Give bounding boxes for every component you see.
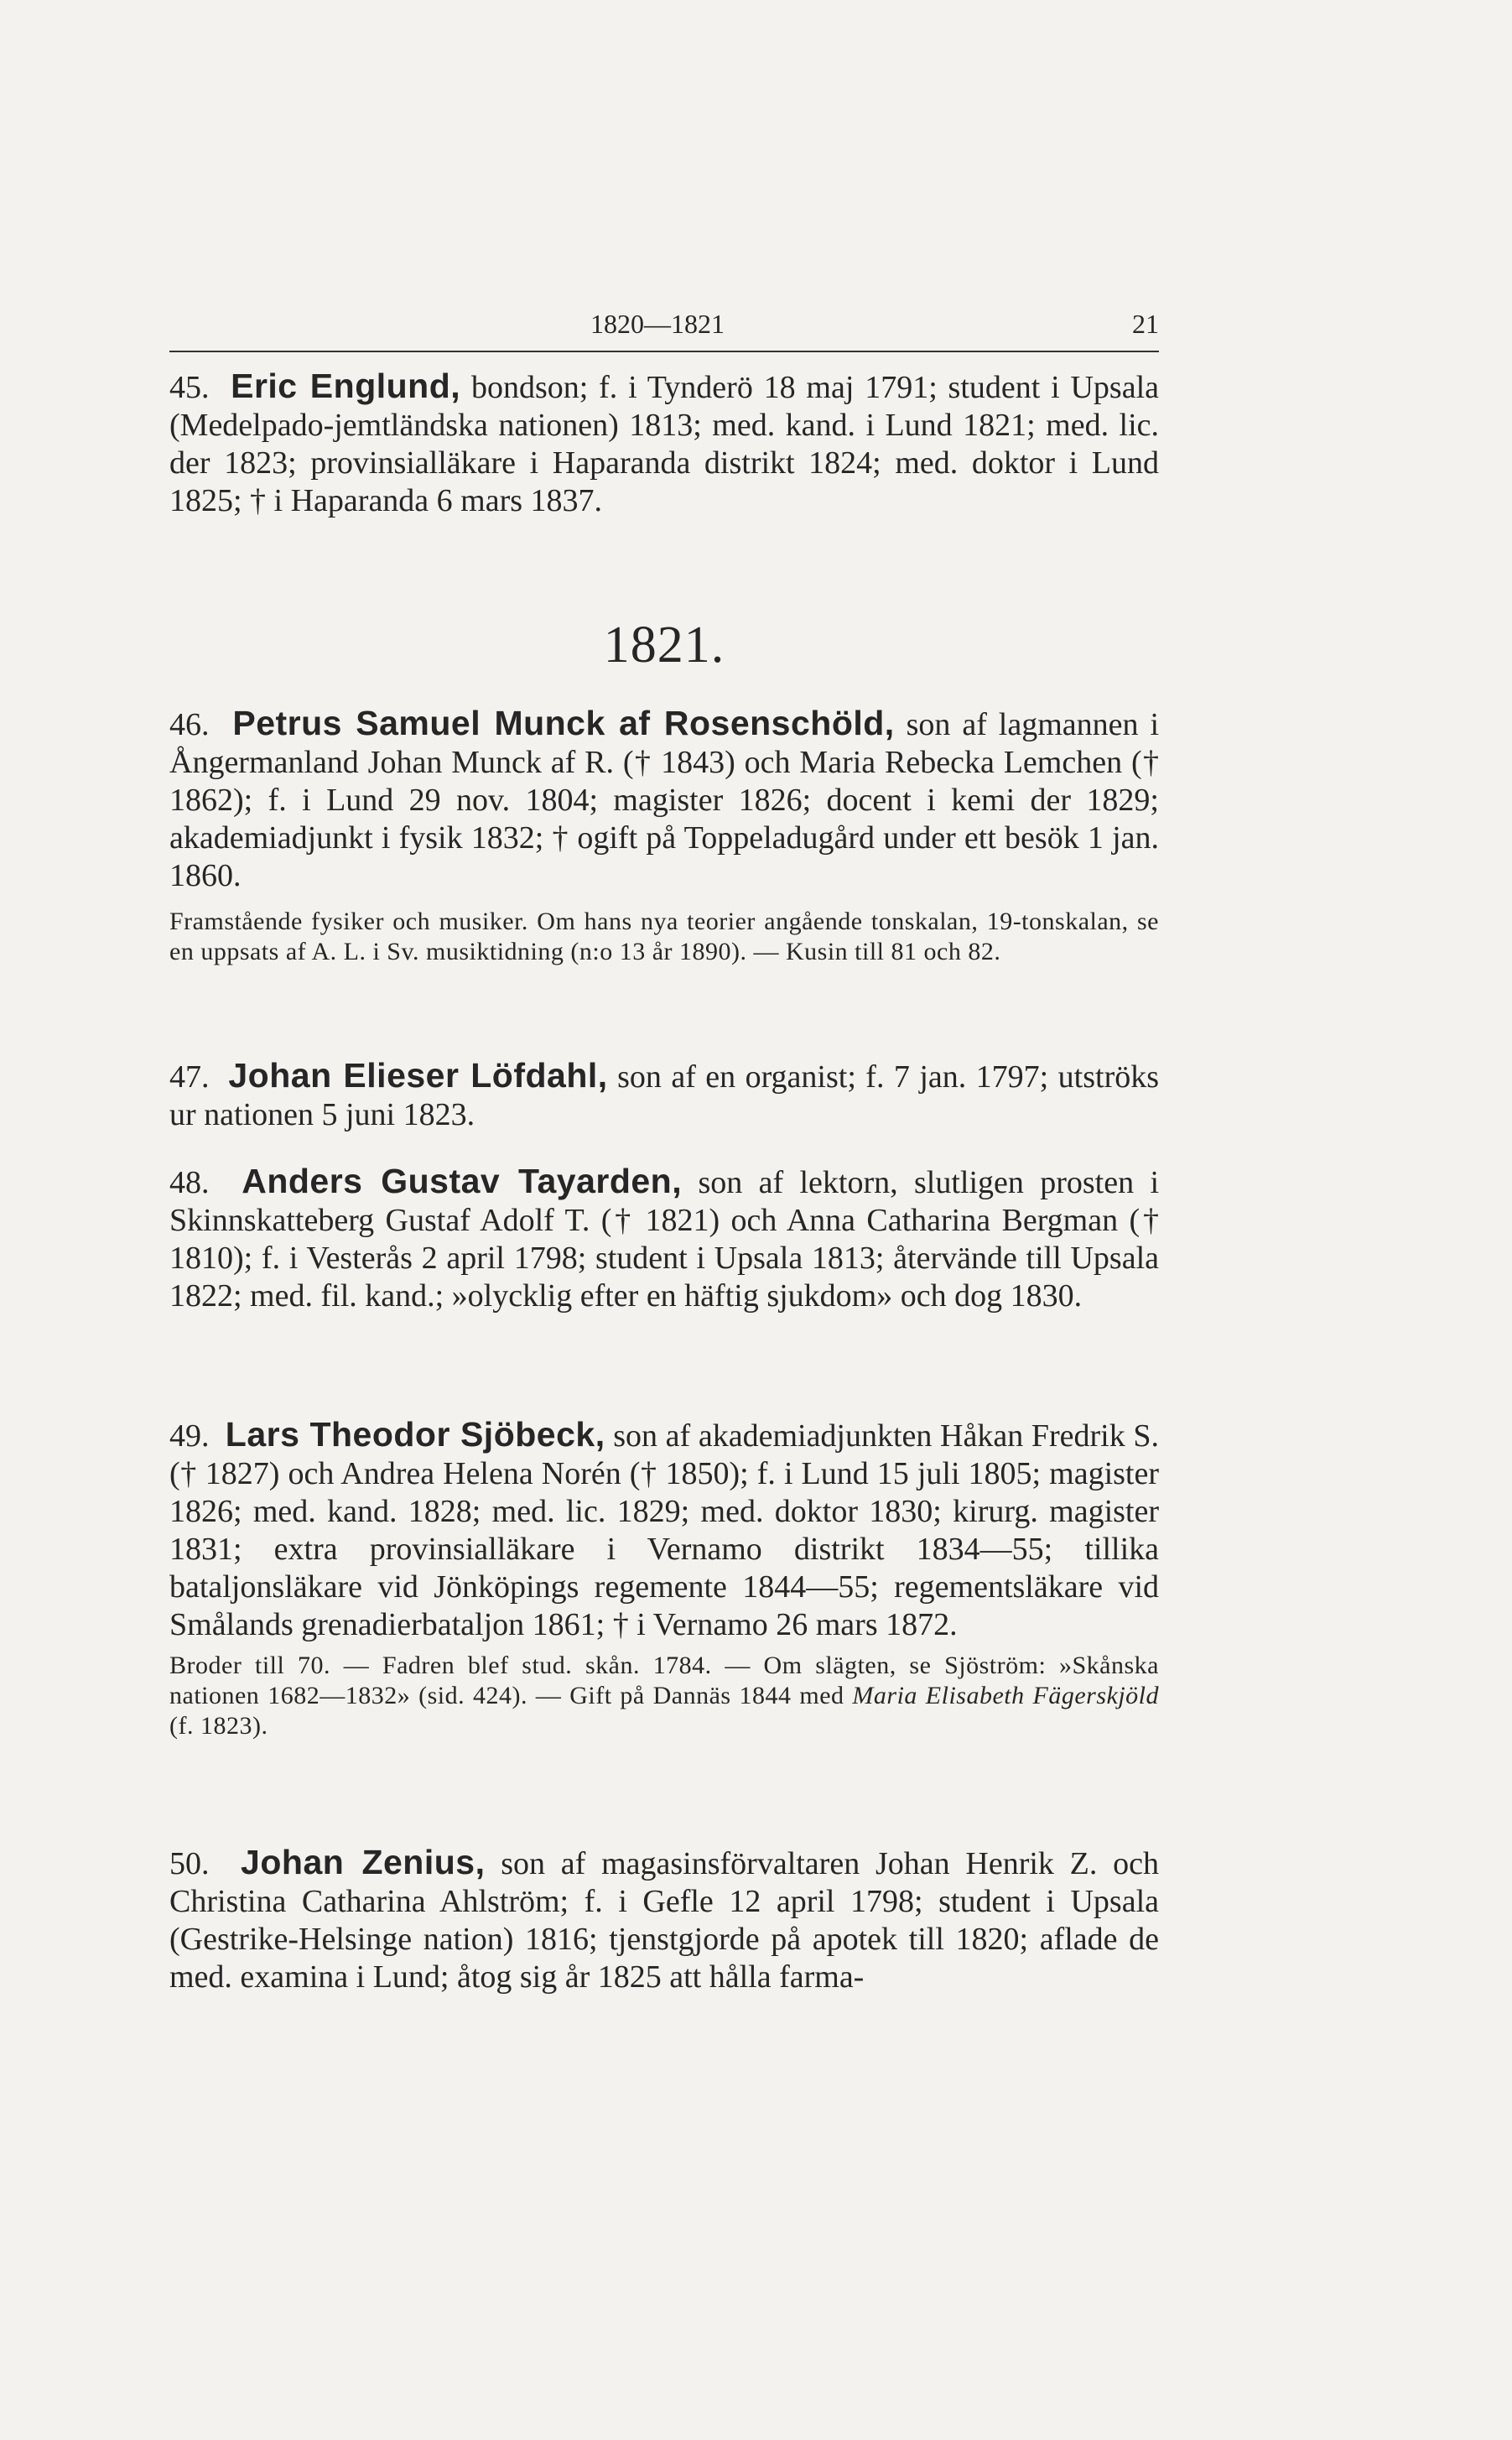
entry-body: son af magasinsförvaltaren Johan Henrik Z. och Christina Catharina Ahlström; f. i Gefle 12 april 1798; student i Upsala (Gestrike-Helsinge nation) 1816; tjenstgjorde på apotek till 1820; aflade de med. examina i Lund; åtog sig år 1825 att hålla farma-	[169, 1846, 1160, 1995]
entry-body: son af lektorn, slutligen prosten i Skinnskatteberg Gustaf Adolf T. († 1821) och Anna Catharina Bergman († 1810); f. i Vesterås 2 april 1798; student i Upsala 1813; återvände till Upsala 1822; med. fil. kand.; »olycklig efter en häftig sjukdom» och dog 1830.	[169, 1165, 1160, 1314]
entry-49	[169, 1416, 1159, 1741]
entry-50-text	[169, 1844, 1159, 1996]
entry-45-text	[169, 367, 1159, 520]
person-name: Eric Englund,	[231, 367, 461, 405]
entry-number: 47.	[169, 1059, 210, 1095]
entry-47	[169, 1057, 1159, 1134]
page-number: 21	[1132, 309, 1159, 339]
entry-body: son af en organist; f. 7 jan. 1797; utströks ur nationen 5 juni 1823.	[169, 1059, 1160, 1132]
entry-body: son af lagmannen i Ångermanland Johan Munck af R. († 1843) och Maria Rebecka Lemchen († 1862); f. i Lund 29 nov. 1804; magister 1826; docent i kemi der 1829; akademiadjunkt i fysik 1832; † ogift på Toppeladugård under ett besök 1 jan. 1860.	[169, 707, 1160, 893]
entry-number: 49.	[169, 1418, 210, 1454]
entry-body: son af akademiadjunkten Håkan Fredrik S. († 1827) och Andrea Helena Norén († 1850); f. i Lund 15 juli 1805; magister 1826; med. kand. 1828; med. lic. 1829; med. doktor 1830; kirurg. magister 1831; extra provinsialläkare i Vernamo distrikt 1834—55; tillika bataljonsläkare vid Jönköpings regemente 1844—55; regementsläkare vid Smålands grenadierbataljon 1861; † i Vernamo 26 mars 1872.	[169, 1418, 1160, 1642]
entry-number: 50.	[169, 1846, 210, 1881]
entry-50	[169, 1844, 1159, 1996]
running-header	[169, 309, 1159, 351]
entry-46-text	[169, 705, 1159, 895]
note-text: Broder till 70. — Fadren blef stud. skån. 1784. — Om slägten, se Sjöström: »Skånska nationen 1682—1832» (sid. 424). — Gift på Dannäs 1844 med	[169, 1652, 1159, 1709]
entry-47-text	[169, 1057, 1159, 1134]
entry-number: 46.	[169, 707, 210, 742]
entry-49-text	[169, 1416, 1159, 1644]
entry-49-note	[169, 1651, 1159, 1741]
entry-48	[169, 1163, 1159, 1315]
person-name: Lars Theodor Sjöbeck,	[225, 1415, 605, 1454]
entry-48-text	[169, 1163, 1159, 1315]
entry-number: 48.	[169, 1165, 210, 1200]
person-name: Johan Elieser Löfdahl,	[228, 1056, 608, 1095]
year-heading: 1821.	[603, 617, 725, 674]
person-name: Anders Gustav Tayarden,	[242, 1162, 683, 1200]
person-name: Petrus Samuel Munck af Rosenschöld,	[232, 704, 895, 742]
entry-46-note: Framstående fysiker och musiker. Om hans nya teorier angående tonskalan, 19-tonskalan, se en uppsats af A. L. i Sv. musiktidning (n:o 13 år 1890). — Kusin till 81 och 82.	[169, 908, 1159, 965]
entry-45	[169, 367, 1159, 520]
spouse-name: Maria Elisabeth Fägerskjöld	[852, 1682, 1159, 1709]
entry-46	[169, 705, 1159, 967]
note-text-end: (f. 1823).	[169, 1712, 268, 1740]
header-years: 1820—1821	[590, 309, 725, 339]
entry-body: bondson; f. i Tynderö 18 maj 1791; student i Upsala (Medelpado-jemtländska nationen) 1813; med. kand. i Lund 1821; med. lic. der 1823; provinsialläkare i Haparanda distrikt 1824; med. doktor i Lund 1825; † i Haparanda 6 mars 1837.	[169, 370, 1160, 518]
person-name: Johan Zenius,	[241, 1843, 486, 1881]
header-rule	[169, 351, 1159, 352]
entry-number: 45.	[169, 370, 210, 405]
